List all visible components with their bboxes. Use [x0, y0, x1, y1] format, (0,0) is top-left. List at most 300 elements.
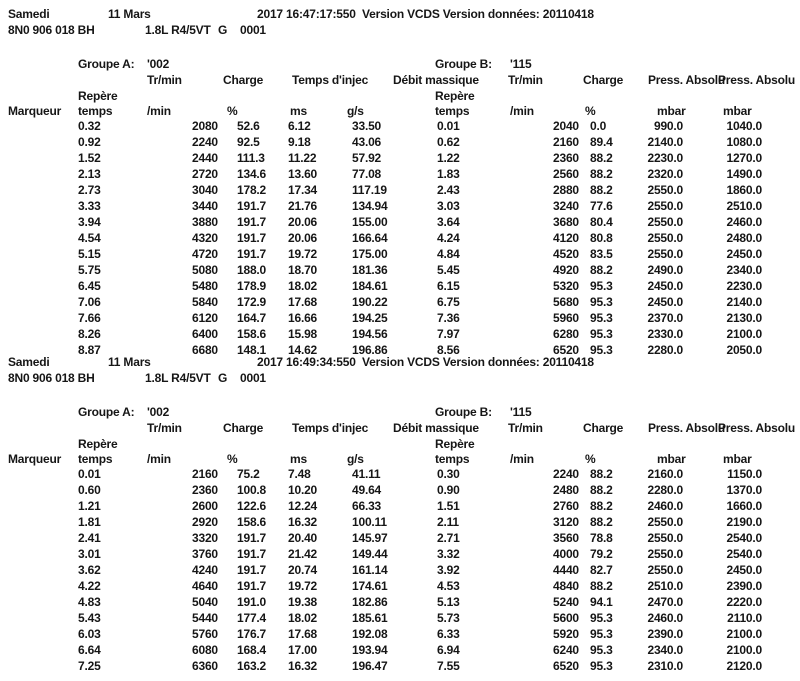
cell-charge-a: 191.7 [237, 531, 267, 545]
cell-charge-a: 191.7 [237, 231, 267, 245]
cell-temps-injec-ms: 18.02 [288, 279, 318, 293]
cell-rpm-b: 6240 [553, 643, 579, 657]
cell-press-absolu-1: 2370.0 [647, 311, 683, 325]
cell-repere-temps-a: 5.43 [78, 611, 101, 625]
table-row [0, 514, 800, 530]
cell-charge-b: 95.3 [590, 611, 613, 625]
cell-press-absolu-2: 2100.0 [726, 327, 762, 341]
cell-debit-gs: 184.61 [352, 279, 388, 293]
engine-label: 1.8L R4/5VT [145, 371, 211, 385]
cell-rpm-b: 5600 [553, 611, 579, 625]
cell-press-absolu-2: 2120.0 [726, 659, 762, 673]
cell-charge-a: 92.5 [237, 135, 260, 149]
cell-repere-temps-a: 0.60 [78, 483, 101, 497]
cell-press-absolu-1: 2470.0 [647, 595, 683, 609]
cell-press-absolu-1: 2550.0 [647, 547, 683, 561]
cell-rpm-a: 2240 [192, 135, 218, 149]
cell-charge-a: 191.7 [237, 547, 267, 561]
cell-rpm-a: 6120 [192, 311, 218, 325]
cell-press-absolu-1: 2550.0 [647, 563, 683, 577]
code-label: 0001 [240, 23, 266, 37]
cell-press-absolu-1: 2550.0 [647, 231, 683, 245]
cell-rpm-b: 4920 [553, 263, 579, 277]
unit-ms: ms [290, 452, 307, 466]
col-header-debit: Débit massique [393, 421, 479, 435]
cell-repere-temps-b: 4.53 [437, 579, 460, 593]
cell-debit-gs: 43.06 [352, 135, 382, 149]
cell-repere-temps-a: 3.33 [78, 199, 101, 213]
cell-charge-b: 83.5 [590, 247, 613, 261]
cell-repere-temps-a: 2.41 [78, 531, 101, 545]
cell-temps-injec-ms: 16.66 [288, 311, 318, 325]
table-row [0, 166, 800, 182]
cell-temps-injec-ms: 13.60 [288, 167, 318, 181]
cell-repere-temps-a: 4.22 [78, 579, 101, 593]
groupe-b-value: '115 [510, 57, 532, 71]
unit-mbar-2: mbar [723, 104, 752, 118]
cell-repere-temps-b: 3.64 [437, 215, 460, 229]
cell-rpm-b: 5680 [553, 295, 579, 309]
cell-charge-a: 176.7 [237, 627, 267, 641]
cell-press-absolu-2: 2450.0 [726, 247, 762, 261]
table-row [0, 262, 800, 278]
ecu-part-number: 8N0 906 018 BH [8, 23, 95, 37]
cell-rpm-a: 5480 [192, 279, 218, 293]
cell-rpm-a: 5080 [192, 263, 218, 277]
cell-debit-gs: 194.56 [352, 327, 388, 341]
day-label: Samedi [8, 355, 50, 369]
cell-temps-injec-ms: 16.32 [288, 515, 318, 529]
cell-charge-b: 82.7 [590, 563, 613, 577]
cell-rpm-a: 2360 [192, 483, 218, 497]
cell-rpm-a: 4320 [192, 231, 218, 245]
cell-charge-b: 95.3 [590, 343, 613, 357]
cell-debit-gs: 196.47 [352, 659, 388, 673]
table-row [0, 182, 800, 198]
cell-press-absolu-1: 2550.0 [647, 215, 683, 229]
table-row [0, 278, 800, 294]
unit-mbar-2: mbar [723, 452, 752, 466]
cell-repere-temps-b: 6.75 [437, 295, 460, 309]
cell-repere-temps-b: 8.56 [437, 343, 460, 357]
cell-debit-gs: 166.64 [352, 231, 388, 245]
cell-press-absolu-2: 2230.0 [726, 279, 762, 293]
gearbox-letter: G [218, 371, 228, 385]
unit-temps-b: temps [435, 452, 470, 466]
cell-rpm-b: 5240 [553, 595, 579, 609]
session-timestamp: 2017 16:49:34:550 [257, 355, 356, 369]
cell-charge-a: 191.7 [237, 563, 267, 577]
day-label: Samedi [8, 7, 50, 21]
cell-temps-injec-ms: 10.20 [288, 483, 318, 497]
cell-repere-temps-a: 0.01 [78, 467, 101, 481]
cell-charge-a: 172.9 [237, 295, 267, 309]
date-label: 11 Mars [108, 7, 151, 21]
cell-temps-injec-ms: 11.22 [288, 151, 317, 165]
log-block-2 [0, 354, 800, 681]
col-header-press-1: Press. Absolu [648, 73, 725, 87]
cell-charge-a: 75.2 [237, 467, 260, 481]
cell-press-absolu-2: 2340.0 [726, 263, 762, 277]
cell-debit-gs: 182.86 [352, 595, 388, 609]
version-info: Version VCDS Version données: 20110418 [362, 355, 594, 369]
unit-gs: g/s [347, 452, 364, 466]
cell-press-absolu-1: 990.0 [653, 119, 683, 133]
cell-repere-temps-a: 1.21 [78, 499, 101, 513]
cell-repere-temps-b: 1.51 [437, 499, 460, 513]
cell-charge-a: 191.0 [237, 595, 267, 609]
cell-debit-gs: 181.36 [352, 263, 388, 277]
cell-debit-gs: 41.11 [352, 467, 381, 481]
unit-percent-a: % [227, 452, 238, 466]
cell-charge-a: 164.7 [237, 311, 267, 325]
cell-repere-temps-b: 0.62 [437, 135, 460, 149]
cell-charge-b: 95.3 [590, 327, 613, 341]
cell-charge-b: 88.2 [590, 483, 613, 497]
table-row [0, 134, 800, 150]
cell-press-absolu-1: 2140.0 [647, 135, 683, 149]
col-header-temps-injec: Temps d'injec [292, 73, 369, 87]
unit-mbar-1: mbar [657, 104, 686, 118]
cell-press-absolu-2: 2110.0 [727, 611, 762, 625]
cell-repere-temps-b: 2.43 [437, 183, 460, 197]
unit-permin-a: /min [147, 104, 171, 118]
cell-charge-a: 158.6 [237, 515, 267, 529]
cell-press-absolu-2: 1270.0 [726, 151, 762, 165]
repere-label-a: Repère [78, 89, 118, 103]
table-row [0, 198, 800, 214]
cell-rpm-a: 5840 [192, 295, 218, 309]
cell-repere-temps-a: 4.54 [78, 231, 101, 245]
cell-temps-injec-ms: 17.68 [288, 627, 318, 641]
cell-charge-b: 95.3 [590, 295, 613, 309]
cell-press-absolu-1: 2550.0 [647, 515, 683, 529]
unit-permin-b: /min [510, 452, 534, 466]
cell-press-absolu-1: 2550.0 [647, 531, 683, 545]
unit-percent-a: % [227, 104, 238, 118]
cell-press-absolu-2: 2190.0 [726, 515, 762, 529]
groupe-b-value: '115 [510, 405, 532, 419]
cell-press-absolu-2: 1040.0 [726, 119, 762, 133]
cell-rpm-b: 3240 [553, 199, 579, 213]
cell-press-absolu-2: 2130.0 [726, 311, 762, 325]
cell-temps-injec-ms: 20.06 [288, 231, 318, 245]
table-row [0, 230, 800, 246]
col-header-charge-b: Charge [583, 73, 624, 87]
cell-debit-gs: 192.08 [352, 627, 388, 641]
cell-repere-temps-a: 3.01 [78, 547, 101, 561]
cell-charge-a: 168.4 [237, 643, 267, 657]
groupe-a-label: Groupe A: [78, 57, 135, 71]
cell-rpm-b: 3120 [553, 515, 579, 529]
table-row [0, 578, 800, 594]
cell-debit-gs: 161.14 [352, 563, 388, 577]
cell-press-absolu-2: 1150.0 [727, 467, 762, 481]
version-info: Version VCDS Version données: 20110418 [362, 7, 594, 21]
cell-rpm-b: 2160 [553, 135, 579, 149]
cell-rpm-a: 5440 [192, 611, 218, 625]
cell-repere-temps-a: 7.25 [78, 659, 101, 673]
cell-debit-gs: 196.86 [352, 343, 388, 357]
cell-repere-temps-b: 6.94 [437, 643, 460, 657]
cell-press-absolu-1: 2280.0 [647, 343, 683, 357]
cell-rpm-b: 6280 [553, 327, 579, 341]
cell-press-absolu-2: 1370.0 [726, 483, 762, 497]
cell-press-absolu-1: 2330.0 [647, 327, 683, 341]
cell-charge-b: 88.2 [590, 263, 613, 277]
cell-rpm-b: 5960 [553, 311, 579, 325]
cell-repere-temps-a: 2.13 [78, 167, 101, 181]
table-row [0, 294, 800, 310]
cell-temps-injec-ms: 17.34 [288, 183, 318, 197]
cell-rpm-a: 2160 [192, 467, 218, 481]
cell-repere-temps-a: 7.66 [78, 311, 101, 325]
cell-repere-temps-b: 7.97 [437, 327, 460, 341]
cell-charge-b: 88.2 [590, 467, 613, 481]
cell-repere-temps-b: 5.45 [437, 263, 460, 277]
cell-debit-gs: 190.22 [352, 295, 388, 309]
cell-repere-temps-a: 4.83 [78, 595, 101, 609]
cell-debit-gs: 66.33 [352, 499, 382, 513]
groupe-a-value: '002 [147, 405, 170, 419]
cell-press-absolu-1: 2550.0 [647, 183, 683, 197]
cell-rpm-b: 4000 [553, 547, 579, 561]
cell-repere-temps-a: 8.26 [78, 327, 101, 341]
code-label: 0001 [240, 371, 266, 385]
cell-repere-temps-a: 2.73 [78, 183, 101, 197]
repere-label-b: Repère [435, 89, 475, 103]
cell-charge-b: 79.2 [590, 547, 613, 561]
cell-repere-temps-a: 5.15 [78, 247, 101, 261]
cell-rpm-b: 4840 [553, 579, 579, 593]
cell-repere-temps-b: 7.36 [437, 311, 460, 325]
cell-charge-a: 178.9 [237, 279, 267, 293]
table-row [0, 594, 800, 610]
cell-repere-temps-b: 6.33 [437, 627, 460, 641]
cell-temps-injec-ms: 6.12 [288, 119, 311, 133]
cell-debit-gs: 185.61 [352, 611, 388, 625]
cell-press-absolu-1: 2390.0 [647, 627, 683, 641]
cell-press-absolu-1: 2230.0 [647, 151, 683, 165]
table-row [0, 562, 800, 578]
col-header-trmin-b: Tr/min [508, 421, 543, 435]
cell-press-absolu-2: 2140.0 [726, 295, 762, 309]
cell-press-absolu-2: 2480.0 [726, 231, 762, 245]
cell-repere-temps-a: 6.64 [78, 643, 101, 657]
cell-repere-temps-b: 1.83 [437, 167, 460, 181]
cell-rpm-a: 3320 [192, 531, 218, 545]
cell-rpm-b: 5320 [553, 279, 579, 293]
cell-charge-b: 88.2 [590, 183, 613, 197]
groupe-a-label: Groupe A: [78, 405, 135, 419]
cell-rpm-a: 4240 [192, 563, 218, 577]
cell-debit-gs: 117.19 [352, 183, 387, 197]
cell-press-absolu-2: 2100.0 [726, 627, 762, 641]
cell-charge-b: 80.8 [590, 231, 613, 245]
cell-charge-b: 95.3 [590, 659, 613, 673]
cell-repere-temps-a: 7.06 [78, 295, 101, 309]
cell-rpm-b: 2560 [553, 167, 579, 181]
cell-press-absolu-1: 2320.0 [647, 167, 683, 181]
table-row [0, 214, 800, 230]
cell-debit-gs: 149.44 [352, 547, 388, 561]
cell-debit-gs: 193.94 [352, 643, 388, 657]
cell-temps-injec-ms: 14.62 [288, 343, 318, 357]
cell-repere-temps-b: 3.32 [437, 547, 460, 561]
repere-label-b: Repère [435, 437, 475, 451]
cell-repere-temps-b: 6.15 [437, 279, 460, 293]
cell-repere-temps-a: 6.45 [78, 279, 101, 293]
cell-rpm-b: 4440 [553, 563, 579, 577]
unit-percent-b: % [585, 452, 596, 466]
table-row [0, 642, 800, 658]
unit-ms: ms [290, 104, 307, 118]
cell-repere-temps-a: 3.62 [78, 563, 101, 577]
col-header-charge-a: Charge [223, 73, 264, 87]
cell-debit-gs: 174.61 [352, 579, 388, 593]
cell-debit-gs: 134.94 [352, 199, 388, 213]
cell-charge-b: 88.2 [590, 499, 613, 513]
cell-charge-a: 158.6 [237, 327, 267, 341]
cell-rpm-b: 3560 [553, 531, 579, 545]
cell-repere-temps-b: 2.11 [437, 515, 459, 529]
cell-press-absolu-1: 2490.0 [647, 263, 683, 277]
table-row [0, 546, 800, 562]
cell-rpm-a: 2080 [192, 119, 218, 133]
cell-charge-b: 88.2 [590, 579, 613, 593]
repere-label-a: Repère [78, 437, 118, 451]
cell-charge-a: 148.1 [237, 343, 267, 357]
unit-permin-a: /min [147, 452, 171, 466]
gearbox-letter: G [218, 23, 228, 37]
cell-rpm-a: 5040 [192, 595, 218, 609]
cell-charge-a: 178.2 [237, 183, 267, 197]
unit-mbar-1: mbar [657, 452, 686, 466]
table-row [0, 246, 800, 262]
cell-temps-injec-ms: 18.02 [288, 611, 318, 625]
cell-rpm-a: 6360 [192, 659, 218, 673]
cell-rpm-a: 6080 [192, 643, 218, 657]
cell-charge-a: 111.3 [237, 151, 265, 165]
col-header-trmin-a: Tr/min [147, 73, 182, 87]
cell-charge-b: 95.3 [590, 643, 613, 657]
table-row [0, 150, 800, 166]
cell-press-absolu-1: 2310.0 [647, 659, 683, 673]
col-header-press-2: Press. Absolu [718, 73, 795, 87]
cell-rpm-b: 2880 [553, 183, 579, 197]
table-row [0, 626, 800, 642]
engine-label: 1.8L R4/5VT [145, 23, 211, 37]
marqueur-label: Marqueur [8, 452, 62, 466]
cell-repere-temps-b: 4.24 [437, 231, 460, 245]
cell-temps-injec-ms: 20.40 [288, 531, 318, 545]
cell-press-absolu-2: 2220.0 [726, 595, 762, 609]
ecu-part-number: 8N0 906 018 BH [8, 371, 95, 385]
cell-temps-injec-ms: 7.48 [288, 467, 311, 481]
cell-charge-a: 52.6 [237, 119, 260, 133]
cell-charge-b: 95.3 [590, 311, 613, 325]
cell-rpm-a: 2440 [192, 151, 218, 165]
cell-repere-temps-a: 6.03 [78, 627, 101, 641]
cell-repere-temps-b: 5.13 [437, 595, 460, 609]
cell-repere-temps-a: 5.75 [78, 263, 101, 277]
cell-repere-temps-a: 1.81 [78, 515, 101, 529]
cell-charge-a: 191.7 [237, 579, 267, 593]
table-row [0, 310, 800, 326]
unit-temps-a: temps [78, 452, 113, 466]
cell-rpm-a: 6400 [192, 327, 218, 341]
cell-debit-gs: 33.50 [352, 119, 382, 133]
cell-temps-injec-ms: 17.00 [288, 643, 318, 657]
cell-charge-b: 88.2 [590, 151, 613, 165]
col-header-charge-b: Charge [583, 421, 624, 435]
cell-repere-temps-b: 2.71 [437, 531, 460, 545]
cell-temps-injec-ms: 19.72 [288, 579, 318, 593]
cell-press-absolu-2: 2050.0 [726, 343, 762, 357]
col-header-trmin-b: Tr/min [508, 73, 543, 87]
unit-gs: g/s [347, 104, 364, 118]
col-header-temps-injec: Temps d'injec [292, 421, 369, 435]
cell-charge-b: 88.2 [590, 515, 613, 529]
cell-debit-gs: 77.08 [352, 167, 382, 181]
cell-temps-injec-ms: 19.38 [288, 595, 318, 609]
col-header-press-1: Press. Absolu [648, 421, 725, 435]
cell-press-absolu-1: 2450.0 [647, 279, 683, 293]
cell-temps-injec-ms: 21.42 [288, 547, 318, 561]
cell-press-absolu-2: 2540.0 [726, 531, 762, 545]
cell-repere-temps-b: 5.73 [437, 611, 460, 625]
cell-charge-b: 94.1 [590, 595, 613, 609]
cell-charge-a: 188.0 [237, 263, 267, 277]
table-row [0, 326, 800, 342]
cell-temps-injec-ms: 20.06 [288, 215, 318, 229]
log-block-1 [0, 6, 800, 357]
cell-rpm-b: 2760 [553, 499, 579, 513]
cell-debit-gs: 145.97 [352, 531, 388, 545]
cell-temps-injec-ms: 17.68 [288, 295, 318, 309]
cell-charge-b: 95.3 [590, 279, 613, 293]
cell-press-absolu-2: 1860.0 [726, 183, 762, 197]
cell-rpm-a: 5760 [192, 627, 218, 641]
cell-repere-temps-a: 0.32 [78, 119, 101, 133]
unit-temps-b: temps [435, 104, 470, 118]
col-header-charge-a: Charge [223, 421, 264, 435]
cell-temps-injec-ms: 19.72 [288, 247, 318, 261]
cell-repere-temps-b: 0.30 [437, 467, 460, 481]
cell-charge-a: 191.7 [237, 199, 267, 213]
table-row [0, 658, 800, 674]
cell-charge-b: 88.2 [590, 167, 613, 181]
cell-repere-temps-b: 0.01 [437, 119, 460, 133]
cell-debit-gs: 100.11 [352, 515, 387, 529]
col-header-debit: Débit massique [393, 73, 479, 87]
cell-press-absolu-1: 2160.0 [647, 467, 683, 481]
table-row [0, 610, 800, 626]
cell-rpm-b: 4520 [553, 247, 579, 261]
cell-press-absolu-2: 2390.0 [726, 579, 762, 593]
cell-rpm-b: 2360 [553, 151, 579, 165]
cell-rpm-b: 6520 [553, 659, 579, 673]
cell-press-absolu-2: 1660.0 [726, 499, 762, 513]
cell-rpm-b: 2040 [553, 119, 579, 133]
cell-charge-a: 100.8 [237, 483, 267, 497]
cell-press-absolu-2: 2460.0 [726, 215, 762, 229]
cell-press-absolu-1: 2460.0 [647, 499, 683, 513]
cell-press-absolu-1: 2280.0 [647, 483, 683, 497]
cell-charge-a: 177.4 [237, 611, 267, 625]
cell-charge-a: 134.6 [237, 167, 267, 181]
cell-rpm-a: 3760 [192, 547, 218, 561]
